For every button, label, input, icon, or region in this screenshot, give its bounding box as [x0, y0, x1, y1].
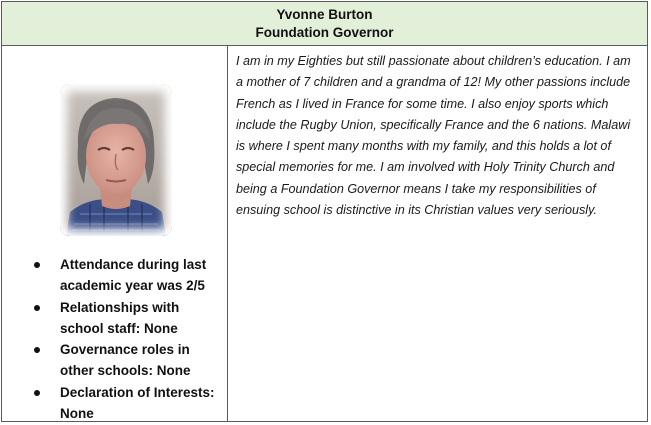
- bullet-icon: [34, 347, 40, 353]
- biography-cell: [228, 46, 647, 421]
- governor-role: Foundation Governor: [255, 25, 394, 40]
- fact-relationships: [26, 297, 226, 340]
- fact-relationships-text: Relationships with school staff: None: [60, 299, 180, 336]
- fact-declaration-of-interests: [26, 382, 226, 425]
- governor-facts-list: [26, 254, 226, 424]
- fact-governance-roles-text: Governance roles in other schools: None: [60, 342, 191, 379]
- bullet-icon: [34, 390, 40, 396]
- bullet-icon: [34, 262, 40, 268]
- portrait-illustration: [60, 84, 172, 236]
- fact-governance-roles: [26, 339, 226, 382]
- biography-text: I am in my Eighties but still passionate about children’s education. I am a mother of 7 children and a grandma of 12! My other passions include French as I lived in France for some time. I also enjoy sports which include the Rugby Union, specifically France and the 6 nations. Malawi is where I spent many months with my family, and this holds a lot of special memories for me. I am involved with Holy Trinity Church and being a Foundation Governor means I take my responsibilities of ensuing school is distinctive in its Christian values very seriously.: [236, 54, 631, 218]
- portrait-photo: [60, 84, 172, 236]
- fact-attendance-text: Attendance during last academic year was 2/5: [60, 257, 207, 294]
- fact-attendance: [26, 254, 226, 297]
- bullet-icon: [34, 305, 40, 311]
- governor-name: Yvonne Burton: [276, 7, 373, 22]
- governor-profile-table: [1, 1, 648, 422]
- profile-header: [2, 2, 647, 46]
- fact-declaration-text: Declaration of Interests: None: [60, 384, 215, 422]
- profile-left-cell: [2, 46, 228, 421]
